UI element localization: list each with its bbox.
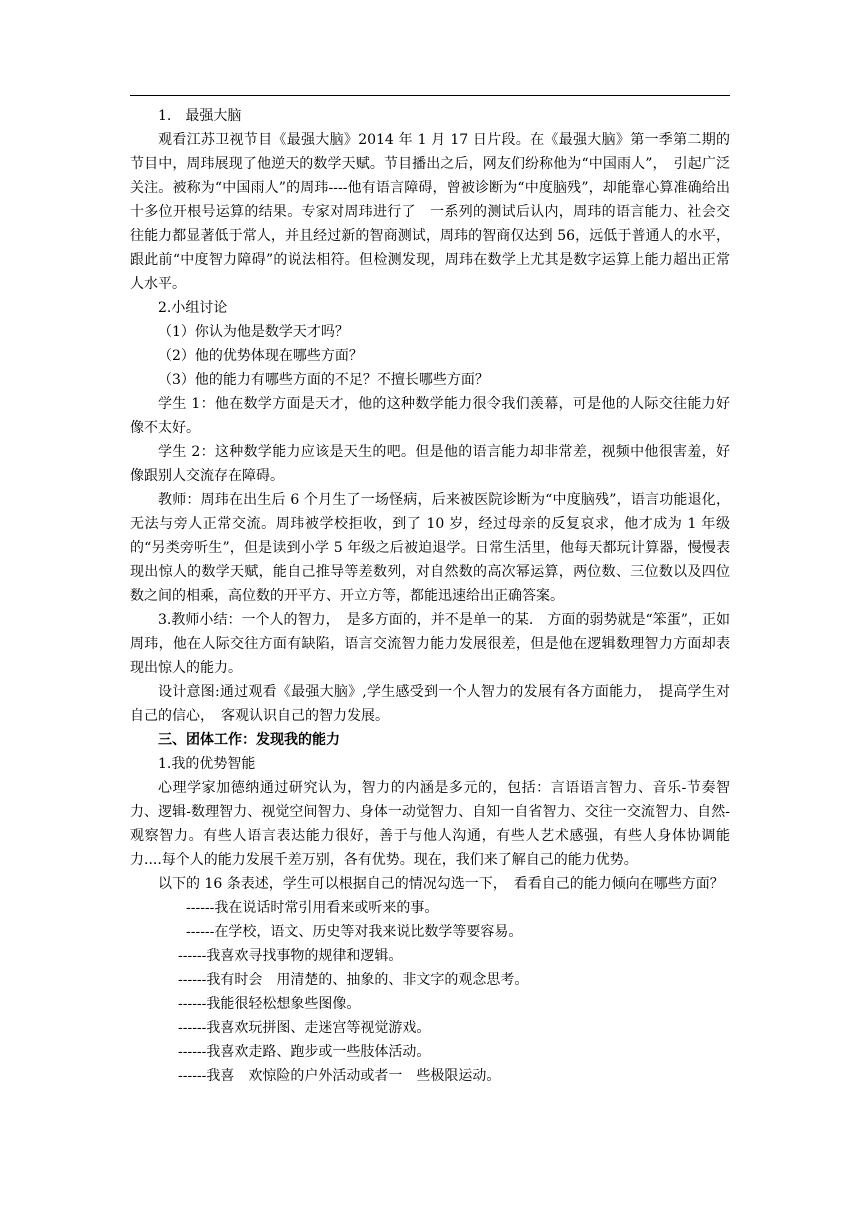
section-title-1: 1. 最强大脑 — [158, 108, 242, 124]
paragraph-gardner: 心理学家加德纳通过研究认为，智力的内涵是多元的，包括：言语语言智力、音乐-节奏智力、逻辑-数理智力、视觉空间智力、身体一动觉智力、自知一自省智力、交往一交流智力、自然-观察智力。有些人语言表达能力很好，善于与他人沟通，有些人艺术感强，有些人身体协调能力....每个人的能力发展千差万别，各有优势。现在，我们来了解自己的能力优势。 — [130, 780, 730, 868]
design-intent: 设计意图:通过观看《最强大脑》,学生感受到一个人智力的发展有各方面能力， 提高学生对自己的信心， 客观认识自己的智力发展。 — [130, 684, 730, 724]
list-item: ------我喜欢玩拼图、走迷宫等视觉游戏。 — [178, 1020, 431, 1036]
student-2-answer: 学生 2：这种数学能力应该是天生的吧。但是他的语言能力却非常差，视频中他很害羞，好像跟别人交流存在障碍。 — [130, 444, 730, 484]
list-item: ------我能很轻松想象些图像。 — [178, 996, 361, 1012]
teacher-summary: 3.教师小结：一个人的智力， 是多方面的，并不是单一的某. 方面的弱势就是“笨蛋”，正如周玮，他在人际交往方面有缺陷，语言交流智力能力发展很差，但是他在逻辑数理智力方面却表现出惊人的能力。 — [130, 612, 730, 676]
list-item: ------我喜欢走路、跑步或一些肢体活动。 — [178, 1044, 431, 1060]
teacher-explanation: 教师：周玮在出生后 6 个月生了一场怪病，后来被医院诊断为“中度脑残”，语言功能退化，无法与旁人正常交流。周玮被学校拒收，到了 10 岁，经过母亲的反复哀求，他才成为 1 年级的“另类旁听生”，但是读到小学 5 年级之后被迫退学。日常生活里，他每天都玩计算器，慢慢表现出惊人的数学天赋，能自己推导等差数列，对自然数的高次幂运算，两位数、三位数以及四位数之间的相乘，高位数的开平方、开立方等，都能迅速给出正确答案。 — [130, 492, 730, 604]
header-rule — [130, 95, 730, 96]
list-item: ------我在说话时常引用看来或听来的事。 — [186, 900, 439, 916]
paragraph-instructions: 以下的 16 条表述，学生可以根据自己的情况勾选一下， 看看自己的能力倾向在哪些方面？ — [158, 876, 724, 892]
list-item: ------我喜 欢惊险的户外活动或者一 些极限运动。 — [178, 1068, 501, 1084]
question-2: （2）他的优势体现在哪些方面？ — [158, 348, 363, 364]
student-1-answer: 学生 1：他在数学方面是天才，他的这种数学能力很令我们羡幕，可是他的人际交往能力好像不太好。 — [130, 396, 730, 436]
question-1: （1）你认为他是数学天才吗？ — [158, 324, 349, 340]
list-item: ------我有时会 用清楚的、抽象的、非文字的观念思考。 — [178, 972, 529, 988]
section-title-2: 2.小组讨论 — [158, 300, 228, 316]
document-body — [130, 104, 730, 1088]
list-item: ------我喜欢寻找事物的规律和逻辑。 — [178, 948, 403, 964]
section-heading: 三、团体工作：发现我的能力 — [158, 732, 340, 748]
paragraph-intro: 观看江苏卫视节目《最强大脑》2014 年 1 月 17 日片段。在《最强大脑》第一季第二期的节目中，周玮展现了他逆天的数学天赋。节目播出之后，网友们纷称他为“中国雨人”， 引起广泛关注。被称为“中国雨人”的周玮----他有语言障碍，曾被诊断为“中度脑残”，却能靠心算准确给出十多位开根号运算的结果。专家对周玮进行了 一系列的测试后认内，周玮的语言能力、社会交往能力都显著低于常人，并且经过新的智商测试，周玮的智商仅达到 56，远低于普通人的水平，跟此前“中度智力障碍”的说法相符。但检测发现，周玮在数学上尤其是数字运算上能力超出正常人水平。 — [130, 132, 730, 292]
question-3: （3）他的能力有哪些方面的不足？不擅长哪些方面？ — [158, 372, 489, 388]
subsection-title: 1.我的优势智能 — [158, 756, 256, 772]
list-item: ------在学校，语文、历史等对我来说比数学等要容易。 — [186, 924, 523, 940]
